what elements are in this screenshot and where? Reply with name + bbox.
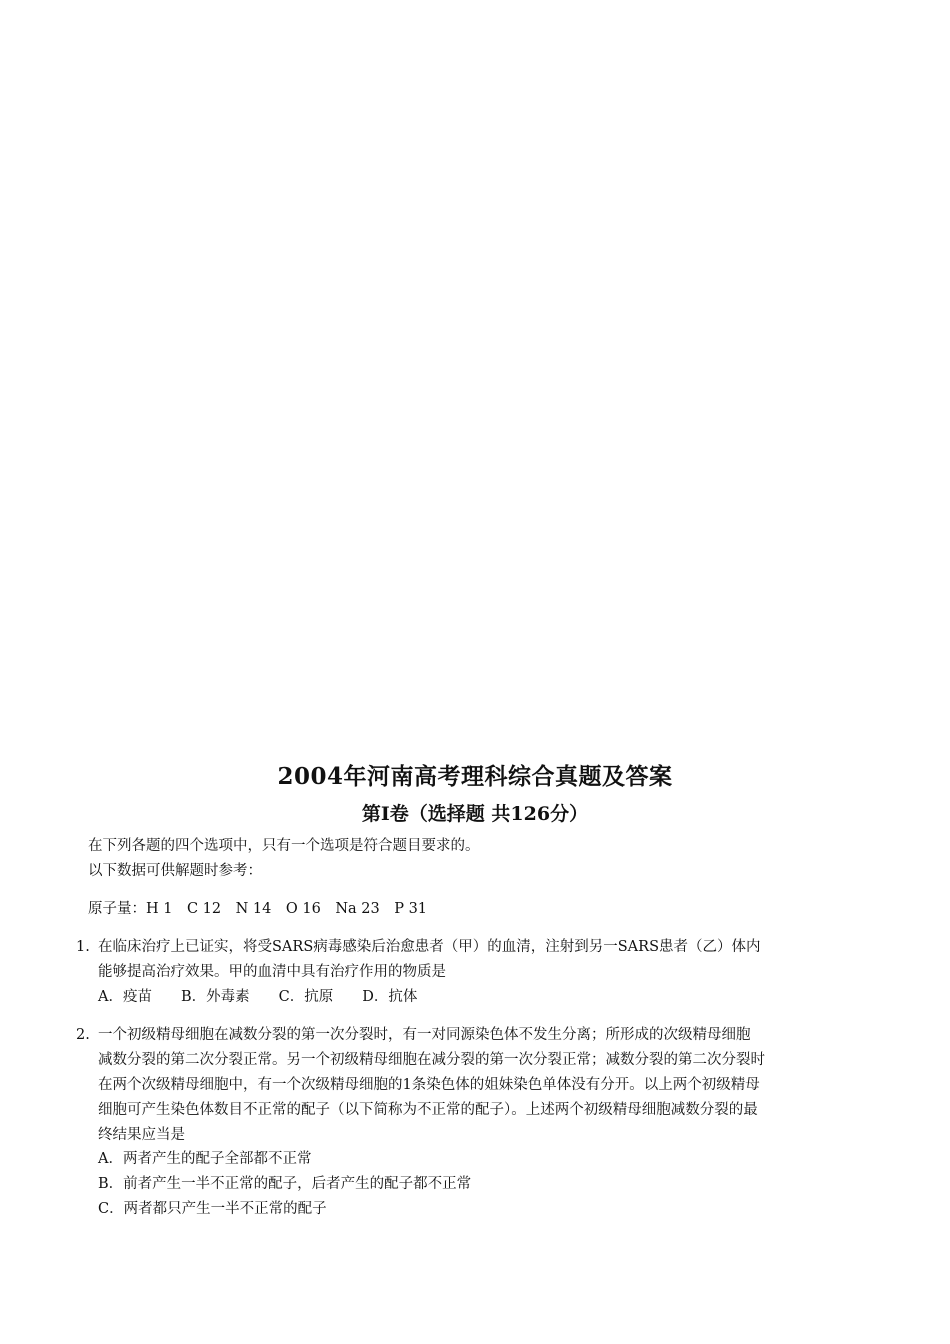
- question-2-number: 2.: [76, 1027, 90, 1043]
- instruction-line: 以下数据可供解题时参考：: [88, 863, 262, 879]
- atomic-mass-line: 原子量：H 1 C 12 N 14 O 16 Na 23 P 31: [88, 901, 428, 917]
- question-2-option-b: B．前者产生一半不正常的配子，后者产生的配子都不正常: [98, 1176, 472, 1192]
- question-2-option-c: C．两者都只产生一半不正常的配子: [98, 1201, 327, 1217]
- question-1-number: 1.: [76, 939, 90, 955]
- question-2-text: 在两个次级精母细胞中，有一个次级精母细胞的1条染色体的姐妹染色单体没有分开。以上两个初级精母: [98, 1077, 760, 1093]
- instruction-line: 在下列各题的四个选项中，只有一个选项是符合题目要求的。: [88, 838, 480, 854]
- question-1-options: A．疫苗 B．外毒素 C．抗原 D．抗体: [98, 989, 418, 1005]
- question-2-text: 一个初级精母细胞在减数分裂的第一次分裂时，有一对同源染色体不发生分离；所形成的次级精母细胞: [98, 1027, 751, 1043]
- page-title: 2004年河南高考理科综合真题及答案: [277, 763, 673, 790]
- section-subtitle: 第Ⅰ卷（选择题 共126分）: [361, 803, 589, 825]
- question-1-text: 能够提高治疗效果。甲的血清中具有治疗作用的物质是: [98, 964, 446, 980]
- question-2-option-a: A．两者产生的配子全部都不正常: [98, 1151, 312, 1167]
- question-2-text: 细胞可产生染色体数目不正常的配子（以下简称为不正常的配子）。上述两个初级精母细胞减数分裂的最: [98, 1102, 758, 1118]
- question-2-text: 终结果应当是: [98, 1127, 185, 1143]
- question-1-text: 在临床治疗上已证实，将受SARS病毒感染后治愈患者（甲）的血清，注射到另一SARS患者（乙）体内: [98, 939, 761, 955]
- question-2-text: 减数分裂的第二次分裂正常。另一个初级精母细胞在减分裂的第一次分裂正常；减数分裂的第二次分裂时: [98, 1052, 765, 1068]
